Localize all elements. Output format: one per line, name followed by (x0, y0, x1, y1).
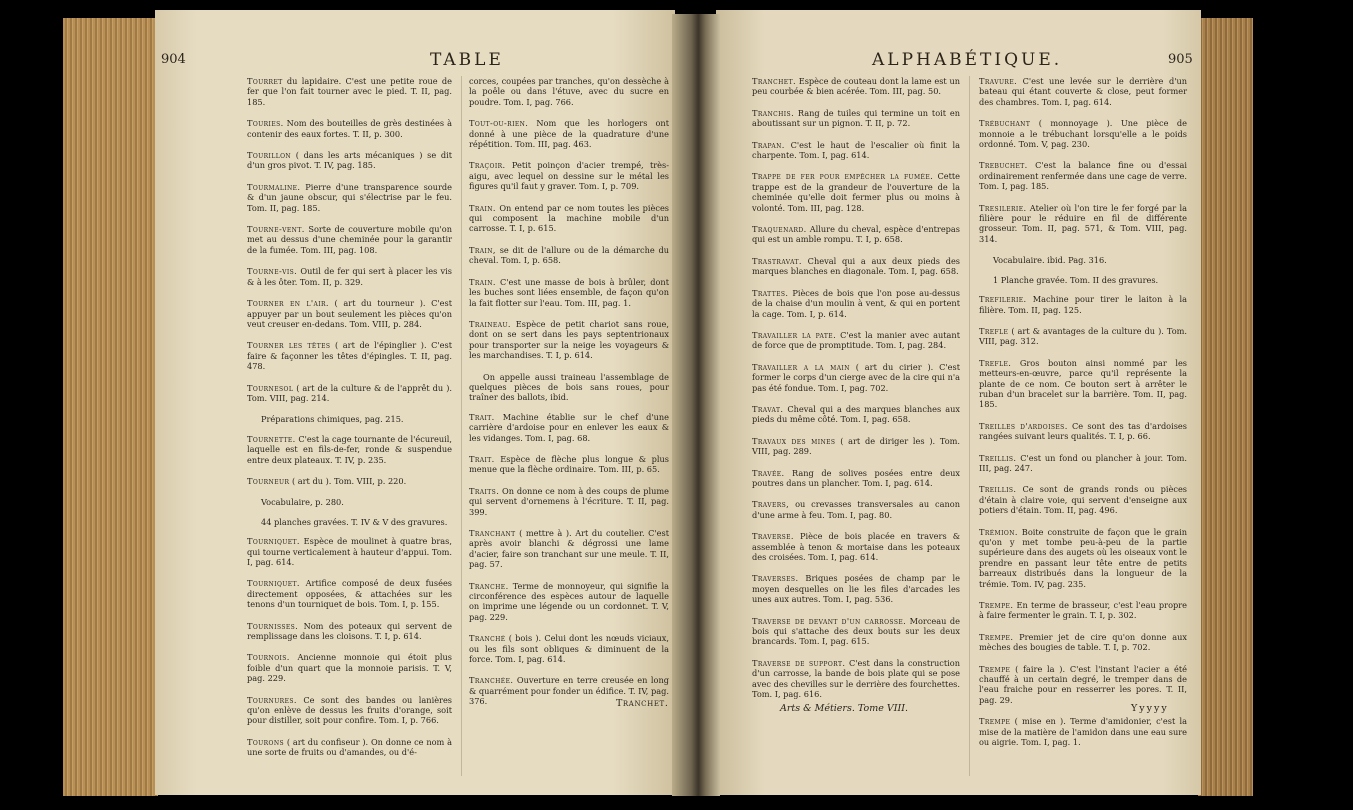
gutter (672, 14, 720, 796)
entry-text: C'est dans la construction d'un carrosse, la bande de bois plate qui se pose avec des chevilles sur le derrière des fourchettes. Tom. I, pag. 616. (752, 657, 960, 700)
entry-term: Tourner en l'air. (247, 298, 329, 309)
index-entry (979, 255, 1187, 265)
entry-text: Ce sont des bandes ou lanières qu'on enlève de dessus les fruits d'orange, soit pour distiller, soit pour confire. Tom. I, p. 766. (247, 694, 452, 726)
index-entry (469, 76, 669, 107)
entry-term: Tourret (247, 76, 283, 86)
entry-term: Travailler la pate. (752, 329, 837, 340)
index-entry (469, 372, 669, 403)
entry-text: On donne ce nom à des coups de plume qui servent d'ornemens à l'écriture. T. II, pag. 399. (469, 485, 669, 517)
entry-text: Premier jet de cire qu'on donne aux mèches des bougies de table. T. I, p. 702. (979, 631, 1187, 653)
entry-text: Morceau de bois qui s'attache des deux bouts sur les deux brancards. Tom. I, pag. 615. (752, 615, 960, 647)
index-entry (469, 160, 669, 191)
entry-term: Travée. (752, 467, 785, 478)
index-entry (469, 319, 669, 361)
entry-text: Ce sont de grands ronds ou pièces d'étain à claire voie, qui servent d'enseigne aux potiers d'étain. Tom. II, pag. 496. (979, 484, 1187, 516)
index-entry (469, 528, 669, 570)
entry-term: Tourniquet. (247, 578, 300, 589)
index-entry (752, 616, 960, 647)
index-entry (752, 573, 960, 604)
index-entry (752, 288, 960, 319)
entry-text: ( art & avantages de la culture du ). Tom. VIII, pag. 312. (979, 325, 1187, 347)
entry-term: Vocabulaire. (993, 255, 1045, 266)
entry-term: Tourne-vis. (247, 266, 298, 277)
index-entry (247, 182, 452, 213)
entry-term: Tourneur (247, 475, 290, 486)
entry-term: Trait. (469, 411, 495, 422)
entry-text: ( art de la culture & de l'apprêt du ). Tom. VIII, pag. 214. (247, 382, 452, 403)
index-entry (247, 517, 452, 527)
entry-term: Train, (469, 244, 496, 255)
entry-term: Treillis. (979, 484, 1017, 495)
entry-text: C'est la balance fine ou d'essai ordinairement renfermée dans une cage de verre. Tom. I, pag. 185. (979, 160, 1187, 192)
entry-text: 1 Planche gravée. Tom. II des gravures. (993, 274, 1159, 285)
entry-text: Atelier où l'on tire le fer forgé par la filière pour le réduire en fil de différente grosseur. Tom. II, pag. 571, & Tom. VIII, pag. 314. (979, 202, 1187, 244)
entry-text: Pierre d'une transparence sourde & d'un jaune obscur, qui s'électrise par le feu. Tom. II, pag. 185. (247, 181, 452, 213)
column-rule (969, 76, 970, 776)
index-entry (469, 454, 669, 475)
index-entry (469, 118, 669, 149)
entry-text: se dit de l'allure ou de la démarche du cheval. Tom. I, p. 658. (469, 244, 669, 266)
index-entry (469, 277, 669, 308)
index-entry (979, 326, 1187, 347)
entry-text: Espèce de petit chariot sans roue, dont on se sert dans les pays septentrionaux pour transporter sur la neige les voyageurs & les marchandises. T. I, p. 614. (469, 318, 669, 361)
index-entry (979, 421, 1187, 442)
index-entry (752, 108, 960, 129)
index-entry (979, 600, 1187, 621)
index-entry (752, 76, 960, 97)
entry-text: Outil de fer qui sert à placer les vis & à les ôter. Tom. II, p. 329. (247, 266, 452, 287)
entry-text: C'est la cage tournante de l'écureuil, laquelle est en fils-de-fer, ronde & suspendue entre deux plateaux. T. IV, p. 235. (247, 433, 452, 465)
entry-term: Traquenard. (752, 224, 807, 235)
index-entry (752, 171, 960, 213)
index-entry (979, 203, 1187, 245)
entry-term: Tourniquet. (247, 536, 300, 547)
entry-term: Tournures. (247, 694, 297, 705)
entry-text: Pièces de bois que l'on pose au-dessus de la chaise d'un moulin à vent, & qui en portent la cage. Tom. I, p. 614. (752, 287, 960, 319)
page-number: 904 (161, 52, 186, 67)
index-entry (752, 468, 960, 489)
page-number: 905 (1168, 52, 1193, 67)
entry-text: 44 planches gravées. T. IV & V des gravures. (261, 516, 448, 527)
entry-text: ( art du ). Tom. VIII, p. 220. (289, 475, 407, 486)
index-entry (247, 118, 452, 139)
entry-term: Traits. (469, 485, 500, 496)
entry-text: Artifice composé de deux fusées directement opposées, & attachées sur les tenons d'un tourniquet de bois. Tom. I, p. 155. (247, 578, 452, 610)
index-entry (247, 298, 452, 329)
running-head: ALPHABÉTIQUE. (872, 50, 1063, 70)
entry-text: ( art du confiseur ). On donne ce nom à une sorte de fruits ou d'amandes, ou d'é- (247, 736, 452, 758)
entry-term: Treillis. (979, 452, 1017, 463)
index-column-2 (979, 76, 1187, 759)
entry-text: Nom des bouteilles de grès destinées à contenir des eaux fortes. T. II, p. 300. (247, 118, 452, 139)
entry-text: ( mettre à ). Art du coutelier. C'est après avoir blanchi & dégrossi une lame d'acier, faire son tranchant sur une meule. T. II, pag. 57. (469, 528, 669, 570)
index-entry (752, 224, 960, 245)
entry-term: Tout-ou-rien. (469, 118, 529, 129)
index-entry (247, 266, 452, 287)
catchword: Tranchet. (616, 698, 669, 709)
entry-text: ( faire la ). C'est l'instant l'acier a été chauffé à un certain degré, le tremper dans de l'eau fraiche pour en resserrer les pores. T. II, pag. 29. (979, 663, 1187, 705)
entry-text: Rang de solives posées entre deux poutres dans un plancher. Tom. I, pag. 614. (752, 467, 960, 488)
entry-text: C'est une masse de bois à brûler, dont les buches sont liées ensemble, de façon qu'on la fait flotter sur l'eau. Tom. III, pag. 1. (469, 276, 669, 308)
entry-term: Tournois. (247, 652, 290, 663)
signature-mark: Yyyyy (1131, 703, 1169, 714)
entry-term: Trait. (469, 453, 495, 464)
entry-text: ( mise en ). Terme d'amidonier, c'est la mise de la matière de l'amidon dans une eau sure ou aigrie. Tom. I, pag. 1. (979, 716, 1187, 748)
entry-term: Train. (469, 202, 496, 213)
entry-term: Tranché (469, 633, 506, 644)
index-entry (247, 578, 452, 609)
index-entry (247, 224, 452, 255)
entry-term: Tranchis. (752, 107, 795, 118)
page-edges-left (63, 18, 158, 796)
entry-text: On entend par ce nom toutes les pièces qui composent la machine mobile d'un carrosse. T. I, p. 615. (469, 202, 669, 234)
entry-text: Rang de tuiles qui termine un toit en aboutissant sur un pignon. T. II, p. 72. (752, 107, 960, 129)
entry-term: Travaux des mines (752, 435, 836, 446)
entry-text: En terme de brasseur, c'est l'eau propre à faire fermenter le grain. T. I, p. 302. (979, 600, 1187, 621)
entry-term: Tournesol (247, 382, 294, 393)
index-entry (247, 695, 452, 726)
entry-term: Tourne-vent. (247, 224, 305, 235)
index-entry (752, 256, 960, 277)
entry-text: ( bois ). Celui dont les nœuds viciaux, ou les fils sont obliques & diminuent de la force. Tom. I, pag. 614. (469, 633, 669, 665)
index-entry (979, 294, 1187, 315)
entry-term: Trefilerie. (979, 294, 1027, 305)
index-entry (979, 527, 1187, 589)
index-entry (247, 76, 452, 107)
entry-term: Trébuchant (979, 118, 1031, 129)
entry-text: Espèce de flèche plus longue & plus menue que la flèche ordinaire. Tom. III, p. 65. (469, 453, 669, 475)
entry-term: Tranchée. (469, 675, 514, 686)
index-entry (979, 118, 1187, 149)
entry-text: , p. 280. (309, 497, 344, 508)
index-entry (247, 476, 452, 486)
index-entry (469, 203, 669, 234)
entry-text: ( art du cirier ). C'est former le corps d'un cierge avec de la cire qui n'a pas été fondue. Tom. I, pag. 702. (752, 361, 960, 393)
entry-text: Pièce de bois placée en travers & assemblée à tenon & mortaise dans les poteaux des croisées. Tom. I, pag. 614. (752, 531, 960, 562)
entry-text: corces, coupées par tranches, qu'on dessèche à la poêle ou dans l'étuve, avec du sucre en poudre. Tom. I, pag. 766. (469, 76, 669, 107)
entry-term: Traverse de devant d'un carrosse. (752, 615, 907, 626)
entry-text: ( monnoyage ). Une pièce de monnoie a le trébuchant lorsqu'elle a le poids ordonné. Tom. V, pag. 230. (979, 118, 1187, 150)
left-page (155, 10, 675, 795)
index-entry (247, 340, 452, 371)
index-entry (752, 330, 960, 351)
entry-term: Tournette. (247, 433, 296, 444)
index-entry (247, 414, 452, 424)
entry-text: On appelle aussi traineau l'assemblage de quelques pièces de bois sans roues, pour traîner des ballots, ibid. (469, 371, 669, 403)
index-entry (752, 404, 960, 425)
entry-term: Tourmaline. (247, 181, 301, 192)
index-entry (979, 716, 1187, 747)
entry-term: Treilles d'ardoises. (979, 420, 1068, 431)
entry-text: Gros bouton ainsi nommé par les metteurs-en-œuvre, parce qu'il représente la plante de ce nom. Ce bouton sert à arrêter le ruban d'un bracelet sur la barrière. Tom. II, pag. 185. (979, 357, 1187, 410)
index-entry (752, 499, 960, 520)
index-entry (247, 621, 452, 642)
index-entry (979, 275, 1187, 285)
entry-text: Espèce de couteau dont la lame est un peu courbée & bien acérée. Tom. III, pag. 50. (752, 76, 960, 97)
index-entry (752, 436, 960, 457)
entry-text: ( art du tourneur ). C'est appuyer par un bout seulement les pièces qu'on veut creuser en-dedans. Tom. VIII, p. 284. (247, 298, 452, 329)
entry-term: Trefle. (979, 357, 1012, 368)
entry-text: C'est un fond ou plancher à jour. Tom. III, pag. 247. (979, 452, 1187, 473)
entry-term: Tresilerie. (979, 202, 1027, 213)
entry-term: Trebuchet. (979, 160, 1028, 171)
index-entry (979, 632, 1187, 653)
running-head: TABLE (430, 50, 504, 70)
entry-text: Terme de monnoyeur, qui signifie la circonférence des espèces autour de laquelle on imprime une légende ou un cordonnet. T. V, pag. 229. (469, 580, 669, 622)
entry-term: Tranche. (469, 580, 509, 591)
right-page (716, 10, 1201, 795)
index-entry (979, 664, 1187, 706)
entry-term: Tournisses. (247, 620, 299, 631)
entry-term: Travure. (979, 76, 1018, 86)
entry-text: ibid. Pag. 316. (1044, 255, 1107, 266)
index-entry (247, 383, 452, 404)
entry-text: Ancienne monnoie qui étoit plus foible d'un quart que la monnoie parisis. T. V, pag. 229. (247, 652, 452, 684)
entry-term: Train. (469, 276, 496, 287)
entry-text: C'est la manier avec autant de force que de promptitude. Tom. I, pag. 284. (752, 329, 960, 351)
entry-term: Tourons (247, 736, 285, 747)
entry-text: Briques posées de champ par le moyen desquelles on lie les files d'arcades les unes aux autres. Tom. I, pag. 536. (752, 573, 960, 605)
entry-text: Ouverture en terre creusée en long & quarrément pour fonder un édifice. T. IV, pag. 376. (469, 675, 669, 707)
index-entry (247, 652, 452, 683)
entry-text: ou crevasses transversales au canon d'une arme à feu. Tom. I, pag. 80. (752, 499, 960, 520)
index-entry (979, 358, 1187, 410)
entry-text: Préparations chimiques, pag. 215. (261, 414, 404, 425)
entry-text: Cheval qui a des marques blanches aux pieds du même côté. Tom. I, pag. 658. (752, 403, 960, 425)
index-entry (752, 140, 960, 161)
entry-text: ( art de l'épinglier ). C'est faire & façonner les têtes d'épingles. T. II, pag. 478. (247, 340, 452, 372)
entry-term: Trappe de fer pour empêcher la fumée. (752, 171, 934, 182)
index-entry (247, 150, 452, 171)
entry-text: Ce sont des tas d'ardoises rangées suivant leurs qualités. T. I, p. 66. (979, 420, 1187, 442)
entry-term: Travers, (752, 499, 790, 510)
page-edges-right (1198, 18, 1253, 796)
entry-term: Trempe. (979, 600, 1014, 611)
entry-term: Tourillon (247, 150, 292, 161)
entry-text: Espèce de moulinet à quatre bras, qui tourne verticalement à hauteur d'appui. Tom. I, pag. 614. (247, 536, 452, 567)
entry-term: Travat. (752, 403, 784, 414)
index-column-2 (469, 76, 669, 718)
column-rule (461, 76, 462, 776)
index-entry (247, 536, 452, 567)
entry-term: Trempe. (979, 631, 1014, 642)
entry-term: Trempe (979, 663, 1011, 674)
entry-term: Trémion. (979, 526, 1018, 537)
entry-text: Machine pour tirer le laiton à la filière. Tom. II, pag. 125. (979, 294, 1187, 315)
entry-text: Petit poinçon d'acier trempé, très-aigu, avec lequel on dessine sur le métal les figures qu'il faut y graver. Tom. I, p. 709. (469, 160, 669, 192)
index-entry (469, 245, 669, 266)
entry-text: Nom que les horlogers ont donné à une pièce de la quadrature d'une répétition. Tom. III, pag. 463. (469, 118, 669, 150)
entry-term: Traverse. (752, 531, 794, 542)
footer-title: Arts & Métiers. Tome VIII. (780, 703, 908, 714)
entry-text: Cheval qui a aux deux pieds des marques blanches en diagonale. Tom. I, pag. 658. (752, 255, 960, 277)
index-column-1 (752, 76, 960, 710)
index-entry (752, 362, 960, 393)
entry-text: ( dans les arts mécaniques ) se dit d'un gros pivot. T. IV, pag. 185. (247, 150, 452, 171)
entry-term: Tranchant (469, 528, 516, 538)
entry-term: Trempe (979, 716, 1011, 727)
entry-term: Touries. (247, 118, 284, 129)
entry-text: Boite construite de façon que le grain qu'on y met tombe peu-à-peu de la partie supérieure dans des augets où les oiseaux vont le prendre en passant leur tête entre de petits barreaux distribués dans la longueur de la trémie. Tom. IV, pag. 235. (979, 526, 1187, 589)
entry-term: Traverse de support. (752, 657, 846, 668)
entry-term: Traçoir. (469, 160, 506, 171)
index-entry (979, 76, 1187, 107)
index-entry (247, 737, 452, 758)
index-entry (247, 434, 452, 465)
entry-term: Vocabulaire (261, 497, 310, 508)
entry-text: C'est une levée sur le derrière d'un bateau qui étant couverte & close, peut former des chambres. Tom. I, pag. 614. (979, 76, 1187, 107)
index-entry (979, 453, 1187, 474)
entry-text: ( art de diriger les ). Tom. VIII, pag. 289. (752, 435, 960, 457)
entry-text: Cette trappe est de la grandeur de l'ouverture de la cheminée qu'elle doit fermer plus ou moins à volonté. Tom. III, pag. 128. (752, 171, 961, 213)
entry-term: Tranchet. (752, 76, 796, 86)
index-entry (752, 531, 960, 562)
entry-text: Sorte de couverture mobile qu'on met au dessus d'une cheminée pour la garantir de la fumée. Tom. III, pag. 108. (247, 224, 452, 255)
entry-text: Machine établie sur le chef d'une carrière d'ardoise pour en enlever les eaux & les vidanges. Tom. I, pag. 68. (469, 411, 669, 443)
index-entry (979, 160, 1187, 191)
entry-term: Trastravat. (752, 255, 802, 266)
entry-term: Trefle (979, 325, 1009, 336)
entry-text: Nom des poteaux qui servent de remplissage dans les cloisons. T. I, p. 614. (247, 620, 452, 642)
entry-text: Allure du cheval, espèce d'entrepas qui est un amble rompu. T. I, p. 658. (752, 224, 960, 245)
entry-text: C'est le haut de l'escalier où finit la charpente. Tom. I, pag. 614. (752, 139, 960, 161)
entry-term: Tourner les têtes (247, 340, 331, 351)
index-entry (247, 497, 452, 507)
index-entry (979, 484, 1187, 515)
index-column-1 (247, 76, 452, 769)
entry-term: Traverses. (752, 573, 799, 584)
index-entry (469, 633, 669, 664)
entry-term: Travailler a la main (752, 361, 850, 372)
index-entry (469, 486, 669, 517)
index-entry (469, 412, 669, 443)
entry-term: Trapan. (752, 139, 785, 150)
entry-term: Traineau. (469, 318, 511, 329)
entry-text: du lapidaire. C'est une petite roue de fer que l'on fait tourner avec le pied. T. II, pag. 185. (247, 76, 452, 107)
entry-term: Trattes. (752, 287, 789, 298)
index-entry (469, 581, 669, 623)
index-entry (752, 658, 960, 700)
